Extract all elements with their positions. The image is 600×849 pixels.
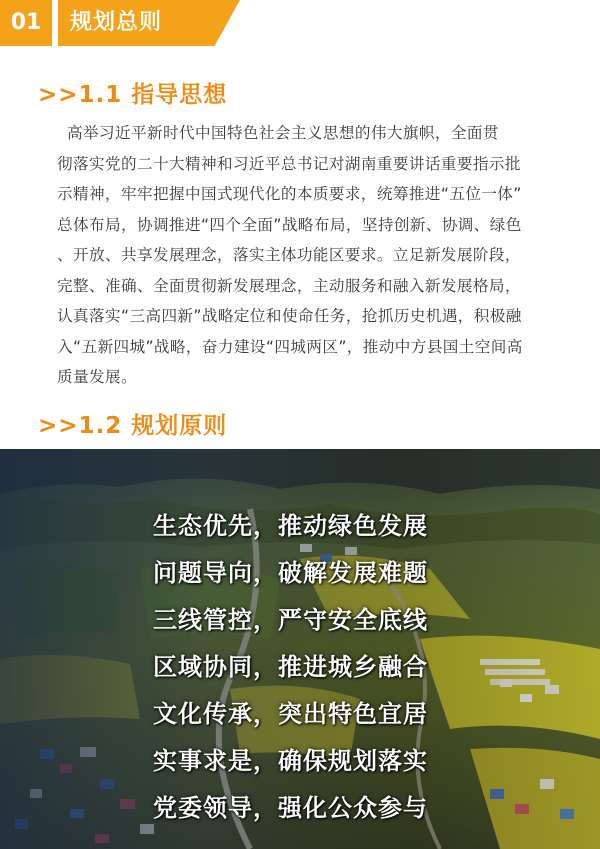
chapter-title: 规划总则	[70, 10, 163, 35]
aerial-village-photo	[0, 449, 600, 849]
chapter-header	[0, 0, 240, 46]
planning-principles-list	[153, 503, 428, 832]
paragraph-line: 完整、准确、全面贯彻新发展理念，主动服务和融入新发展格局，	[57, 276, 521, 295]
principle-item: 实事求是，确保规划落实	[153, 747, 428, 775]
paragraph-line: 高举习近平新时代中国特色社会主义思想的伟大旗帜，全面贯	[67, 124, 499, 142]
paragraph-line: 质量发展。	[57, 368, 137, 386]
paragraph-line: 总体布局，协调推进“四个全面”战略布局，坚持创新、协调、绿色	[57, 215, 522, 234]
principle-item: 生态优先，推动绿色发展	[153, 512, 428, 540]
paragraph-line: 入“五新四城”战略，奋力建设“四城两区”，推动中方县国土空间高	[57, 337, 523, 356]
principle-item: 文化传承，突出特色宜居	[153, 700, 428, 728]
paragraph-line: 彻落实党的二十大精神和习近平总书记对湖南重要讲话重要指示批	[57, 154, 521, 173]
principle-item: 三线管控，严守安全底线	[153, 606, 428, 634]
guiding-ideology-paragraph	[57, 118, 577, 393]
principle-item: 问题导向，破解发展难题	[153, 559, 428, 587]
section-heading-guiding-ideology: >>1.1 指导思想	[38, 82, 228, 108]
paragraph-line: 、开放、共享发展理念，落实主体功能区要求。立足新发展阶段，	[57, 246, 521, 264]
principle-item: 区域协同，推进城乡融合	[153, 653, 428, 681]
section-heading-planning-principles: >>1.2 规划原则	[38, 413, 228, 439]
principle-item: 党委领导，强化公众参与	[153, 794, 428, 822]
chapter-number: 01	[0, 0, 52, 46]
paragraph-line: 认真落实“三高四新”战略定位和使命任务，抢抓历史机遇，积极融	[57, 307, 522, 325]
paragraph-line: 示精神，牢牢把握中国式现代化的本质要求，统筹推进“五位一体”	[57, 185, 522, 203]
